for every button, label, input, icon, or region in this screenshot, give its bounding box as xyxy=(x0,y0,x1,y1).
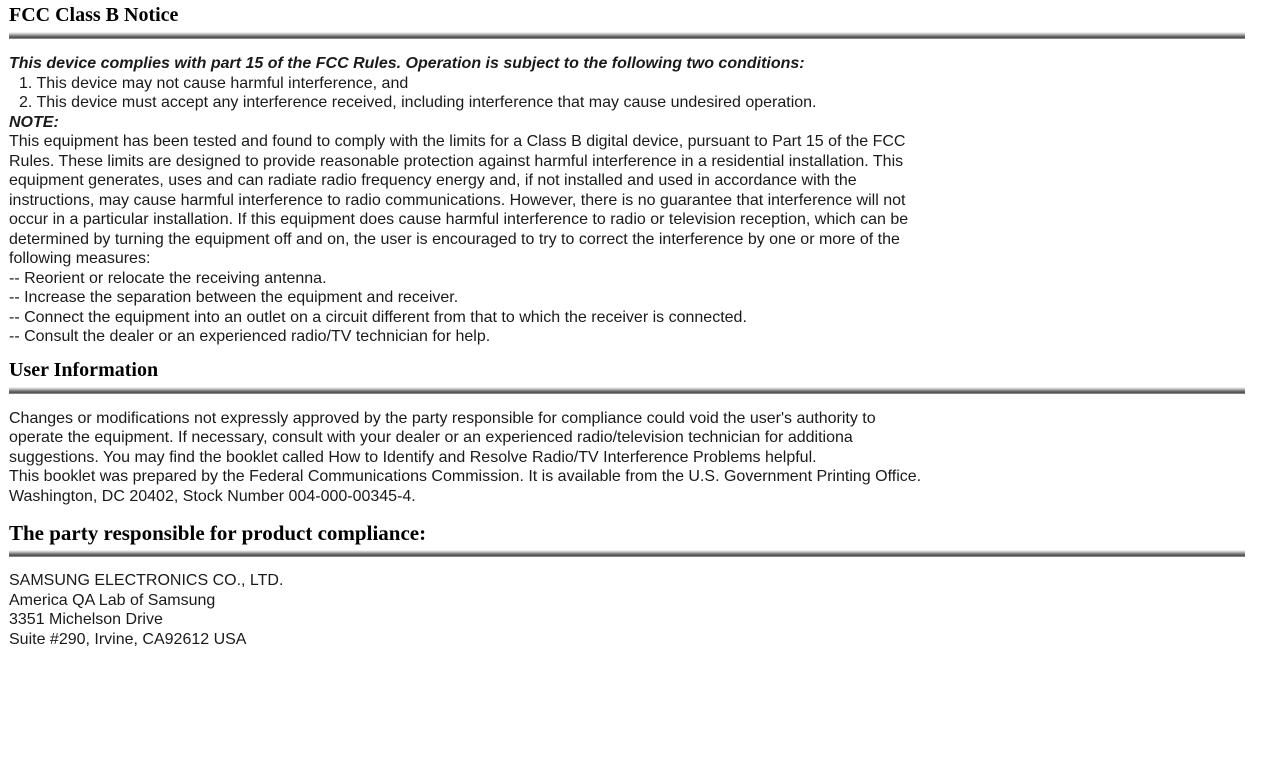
note-label: NOTE: xyxy=(9,113,59,131)
measure-item: -- Reorient or relocate the receiving antenna. xyxy=(9,269,327,287)
user-info-line: This booklet was prepared by the Federal Communications Commission. It is available from the U.S. Government Printing Office. xyxy=(9,468,922,485)
address-line: America QA Lab of Samsung xyxy=(9,591,216,609)
section-divider xyxy=(9,550,1245,557)
responsible-party-heading: The party responsible for product compliance: xyxy=(9,521,427,545)
note-line: Rules. These limits are designed to provide reasonable protection against harmful interference in a residential installation. This xyxy=(9,152,904,170)
address-line: Suite #290, Irvine, CA92612 USA xyxy=(9,630,247,648)
user-information-heading: User Information xyxy=(9,358,159,381)
measure-item: -- Consult the dealer or an experienced radio/TV technician for help. xyxy=(9,328,491,345)
fcc-intro: This device complies with part 15 of the FCC Rules. Operation is subject to the following two conditions: xyxy=(9,55,805,72)
condition-item: 1. This device may not cause harmful interference, and xyxy=(19,74,409,92)
measure-item: -- Increase the separation between the equipment and receiver. xyxy=(9,289,459,306)
address-line: 3351 Michelson Drive xyxy=(9,611,163,628)
responsible-party-address xyxy=(9,571,1259,649)
condition-item: 2. This device must accept any interference received, including interference that may cause undesired operation. xyxy=(19,94,817,111)
fcc-notice-heading: FCC Class B Notice xyxy=(9,4,179,26)
document-page xyxy=(9,0,1259,649)
user-info-line: suggestions. You may find the booklet called How to Identify and Resolve Radio/TV Interference Problems helpful. xyxy=(9,448,817,466)
note-line: instructions, may cause harmful interference to radio communications. However, there is no guarantee that interference will not xyxy=(9,191,906,209)
note-line: This equipment has been tested and found to comply with the limits for a Class B digital device, pursuant to Part 15 of the FCC xyxy=(9,133,906,150)
note-line: following measures: xyxy=(9,250,151,267)
note-line: occur in a particular installation. If this equipment does cause harmful interference to radio or television reception, which can be xyxy=(9,211,909,228)
user-information-body xyxy=(9,409,1259,507)
section-divider xyxy=(9,387,1245,394)
user-info-line: operate the equipment. If necessary, consult with your dealer or an experienced radio/television technician for additiona xyxy=(9,429,853,446)
address-line: SAMSUNG ELECTRONICS CO., LTD. xyxy=(9,572,284,589)
note-line: equipment generates, uses and can radiate radio frequency energy and, if not installed and used in accordance with the xyxy=(9,172,857,189)
section-divider xyxy=(9,32,1245,39)
measure-item: -- Connect the equipment into an outlet on a circuit different from that to which the receiver is connected. xyxy=(9,308,747,326)
fcc-notice-body xyxy=(9,54,1259,347)
user-info-line: Changes or modifications not expressly approved by the party responsible for compliance could void the user's authority to xyxy=(9,409,876,427)
user-info-line: Washington, DC 20402, Stock Number 004-000-00345-4. xyxy=(9,487,416,505)
note-line: determined by turning the equipment off and on, the user is encouraged to try to correct the interference by one or more of the xyxy=(9,230,900,248)
